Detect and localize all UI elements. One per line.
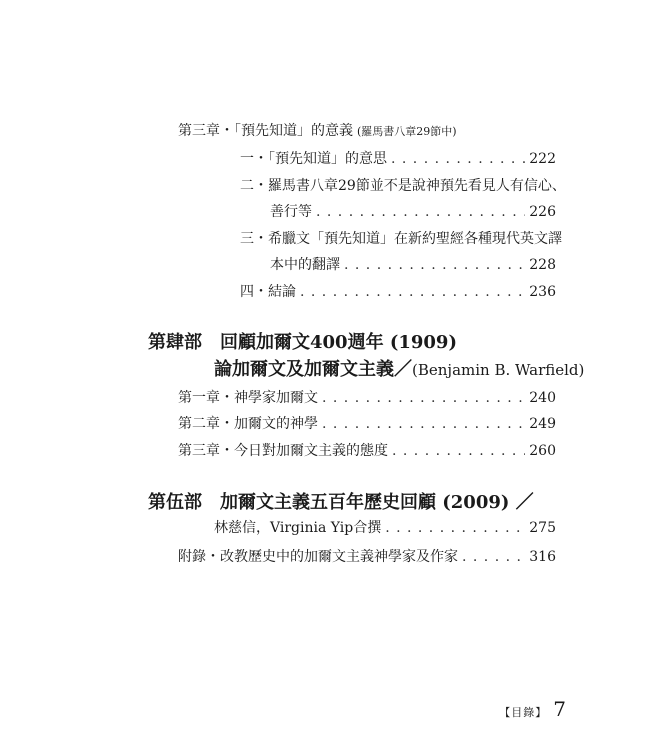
toc-entry[interactable]	[178, 413, 556, 433]
dot-leader	[344, 257, 525, 273]
dot-leader	[322, 416, 525, 432]
toc-entry[interactable]	[240, 148, 556, 168]
dot-leader	[385, 520, 525, 536]
toc-entry-label-cont: 本中的翻譯	[270, 257, 340, 273]
toc-entry-label: 一・「預先知道」的意思	[240, 151, 387, 167]
toc-entry-page: 249	[529, 416, 556, 432]
toc-entry[interactable]	[240, 281, 556, 301]
part-4-author: (Benjamin B. Warfield)	[412, 361, 585, 379]
part-5-title: 第伍部 加爾文主義五百年歷史回顧 (2009) ／	[148, 492, 534, 513]
dot-leader	[322, 390, 525, 406]
chapter-3-title: 第三章・「預先知道」的意義	[178, 123, 353, 139]
toc-entry[interactable]	[214, 517, 556, 537]
toc-entry-label-cont: 善行等	[270, 204, 312, 220]
part-4-subtitle-text: 論加爾文及加爾文主義／	[214, 359, 412, 380]
page-number: 7	[553, 697, 566, 721]
toc-entry[interactable]	[178, 440, 556, 460]
toc-entry-page: 240	[529, 390, 556, 406]
part-4-subtitle	[214, 355, 584, 381]
toc-entry[interactable]	[178, 387, 556, 407]
toc-entry-page: 275	[529, 520, 556, 536]
dot-leader	[392, 443, 525, 459]
dot-leader	[462, 549, 525, 565]
footer-section-label: 【目錄】	[499, 706, 548, 719]
toc-entry-label: 第三章・今日對加爾文主義的態度	[178, 443, 388, 459]
dot-leader	[316, 204, 525, 220]
toc-entry-page: 316	[529, 549, 556, 565]
toc-entry-line2[interactable]	[270, 254, 556, 274]
dot-leader	[391, 151, 525, 167]
appendix-label: 附錄・改教歷史中的加爾文主義神學家及作家	[178, 549, 458, 565]
toc-entry-page: 228	[529, 257, 556, 273]
part-5-byline: 林慈信，Virginia Yip合撰	[214, 520, 382, 536]
toc-entry-label: 第一章・神學家加爾文	[178, 390, 318, 406]
toc-entry-page: 222	[529, 151, 556, 167]
part-4-title: 第肆部 回顧加爾文400週年 (1909)	[148, 332, 457, 353]
toc-entry-page: 226	[529, 204, 556, 220]
toc-entry-line1[interactable]	[240, 175, 566, 195]
toc-entry-label: 二・羅馬書八章29節並不是說神預先看見人有信心、	[240, 178, 566, 194]
toc-entry-page: 236	[529, 284, 556, 300]
page-footer	[499, 697, 566, 721]
chapter-3-note: (羅馬書八章29節中)	[357, 125, 457, 138]
toc-entry-line1[interactable]	[240, 228, 562, 248]
toc-entry-page: 260	[529, 443, 556, 459]
dot-leader	[300, 284, 525, 300]
toc-entry-label: 四・結論	[240, 284, 296, 300]
toc-entry[interactable]	[178, 546, 556, 566]
toc-entry-label: 第二章・加爾文的神學	[178, 416, 318, 432]
toc-entry-label: 三・希臘文「預先知道」在新約聖經各種現代英文譯	[240, 231, 562, 247]
toc-entry-line2[interactable]	[270, 201, 556, 221]
chapter-3-heading	[178, 120, 457, 140]
